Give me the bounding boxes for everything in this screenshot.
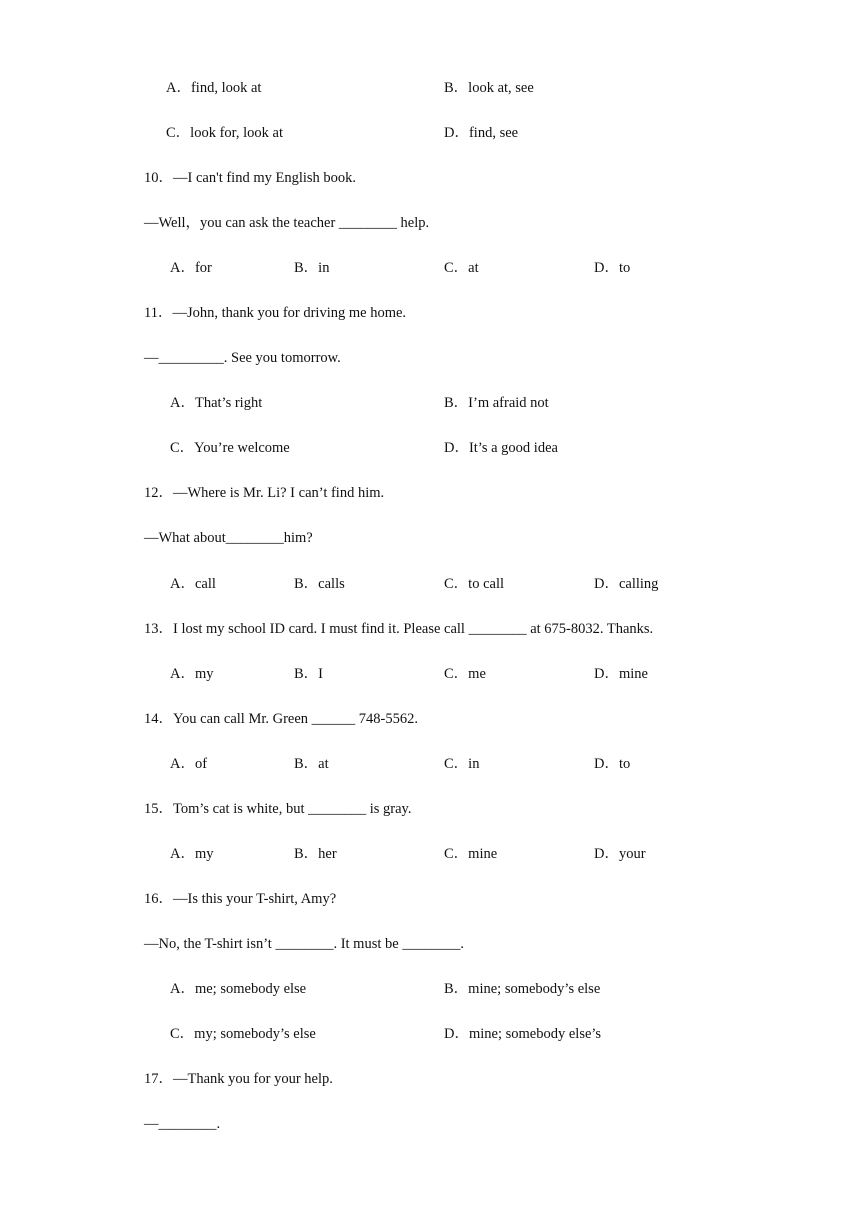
q10-option-a: A．for: [170, 260, 212, 276]
q9-option-a: A．find, look at: [166, 80, 262, 96]
q14-option-b: B．at: [294, 756, 329, 772]
q17-reply: —________.: [144, 1116, 221, 1132]
q14-stem: 14．You can call Mr. Green ______ 748-5562.: [144, 711, 418, 727]
q14-option-d: D．to: [594, 756, 631, 772]
q13-option-c: C．me: [444, 666, 486, 682]
q15-option-a: A．my: [170, 846, 214, 862]
q15-stem: 15．Tom’s cat is white, but ________ is gray.: [144, 801, 412, 817]
q12-option-a: A．call: [170, 576, 216, 592]
q12-option-d: D．calling: [594, 576, 659, 592]
q13-option-a: A．my: [170, 666, 214, 682]
q16-option-a: A．me; somebody else: [170, 981, 307, 997]
q15-option-d: D．your: [594, 846, 646, 862]
q10-reply: —Well，you can ask the teacher ________ help.: [144, 215, 430, 231]
q9-option-d: D．find, see: [444, 125, 519, 141]
q12-option-b: B．calls: [294, 576, 345, 592]
q12-stem: 12．—Where is Mr. Li? I can’t find him.: [144, 485, 385, 501]
q9-option-b: B．look at, see: [444, 80, 534, 96]
q13-option-d: D．mine: [594, 666, 648, 682]
q17-stem: 17．—Thank you for your help.: [144, 1071, 333, 1087]
q15-option-b: B．her: [294, 846, 337, 862]
q16-option-c: C．my; somebody’s else: [170, 1026, 316, 1042]
q11-option-d: D．It’s a good idea: [444, 440, 558, 456]
q9-option-c: C．look for, look at: [166, 125, 284, 141]
q10-option-d: D．to: [594, 260, 631, 276]
q15-option-c: C．mine: [444, 846, 498, 862]
q11-option-b: B．I’m afraid not: [444, 395, 549, 411]
q11-stem: 11．—John, thank you for driving me home.: [144, 305, 407, 321]
q16-option-d: D．mine; somebody else’s: [444, 1026, 602, 1042]
q13-stem: 13．I lost my school ID card. I must find it. Please call ________ at 675-8032. Thanks.: [144, 621, 654, 637]
q16-reply: —No, the T-shirt isn’t ________. It must be ________.: [144, 936, 464, 952]
q10-option-b: B．in: [294, 260, 330, 276]
q16-stem: 16．—Is this your T-shirt, Amy?: [144, 891, 337, 907]
q13-option-b: B．I: [294, 666, 323, 682]
q10-option-c: C．at: [444, 260, 479, 276]
q10-stem: 10．—I can't find my English book.: [144, 170, 357, 186]
q11-reply: —_________. See you tomorrow.: [144, 350, 341, 366]
q12-reply: —What about________him?: [144, 530, 313, 546]
q11-option-a: A．That’s right: [170, 395, 263, 411]
q14-option-c: C．in: [444, 756, 480, 772]
q14-option-a: A．of: [170, 756, 208, 772]
q16-option-b: B．mine; somebody’s else: [444, 981, 601, 997]
q11-option-c: C．You’re welcome: [170, 440, 290, 456]
q12-option-c: C．to call: [444, 576, 505, 592]
